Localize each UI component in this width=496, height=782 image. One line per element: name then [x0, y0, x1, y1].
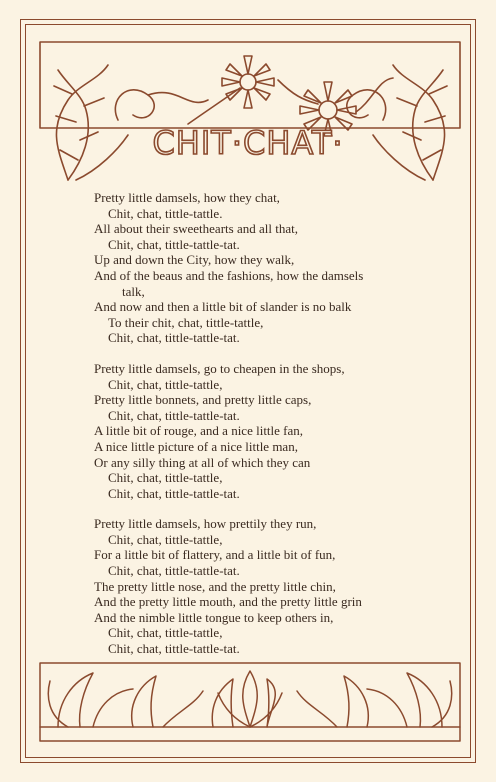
poem-line: Pretty little damsels, how prettily they run, [94, 516, 317, 532]
poem-line: For a little bit of flattery, and a little bit of fun, [94, 547, 336, 563]
poem-line: Chit, chat, tittle-tattle-tat. [108, 407, 240, 423]
poem-line: Chit, chat, tittle-tattle, [108, 376, 223, 392]
page-title: CHIT·CHAT· [152, 124, 344, 162]
poem-line: talk, [122, 283, 145, 299]
poem-line: Chit, chat, tittle-tattle-tat. [108, 236, 240, 252]
poem-line: All about their sweethearts and all that, [94, 221, 298, 237]
poem-line: To their chit, chat, tittle-tattle, [108, 314, 264, 330]
stanza-1 [94, 190, 464, 346]
poem-line: Chit, chat, tittle-tattle, [108, 625, 223, 641]
poem-line: And now and then a little bit of slander is no balk [94, 299, 352, 315]
poem-line: Pretty little damsels, how they chat, [94, 190, 280, 205]
poem-line: Pretty little damsels, go to cheapen in the shops, [94, 360, 345, 376]
poem-line: Pretty little bonnets, and pretty little caps, [94, 392, 312, 408]
poem-line: Chit, chat, tittle-tattle-tat. [108, 563, 240, 579]
floral-footer-ornament-icon [38, 661, 462, 743]
poem-line: And the pretty little mouth, and the pretty little grin [94, 594, 362, 610]
stanza-3 [94, 516, 464, 656]
stanza-2 [94, 361, 464, 501]
poem-line: The pretty little nose, and the pretty little chin, [94, 578, 336, 594]
poem-line: And of the beaus and the fashions, how the damsels [94, 267, 364, 283]
poem-line: Chit, chat, tittle-tattle, [108, 531, 223, 547]
poem-line: Chit, chat, tittle-tattle-tat. [108, 485, 240, 501]
poem-line: Chit, chat, tittle-tattle. [108, 205, 223, 221]
poem-body [94, 190, 464, 672]
poem-line: A little bit of rouge, and a nice little fan, [94, 423, 304, 439]
poem-line: Chit, chat, tittle-tattle-tat. [108, 330, 240, 346]
poem-line: Up and down the City, how they walk, [94, 252, 295, 268]
poem-line: Or any silly thing at all of which they can [94, 454, 311, 470]
poem-line: Chit, chat, tittle-tattle-tat. [108, 641, 240, 657]
poem-line: And the nimble little tongue to keep others in, [94, 609, 334, 625]
floral-header-ornament-icon [38, 40, 462, 190]
poem-line: A nice little picture of a nice little man, [94, 438, 298, 454]
poem-line: Chit, chat, tittle-tattle, [108, 470, 223, 486]
